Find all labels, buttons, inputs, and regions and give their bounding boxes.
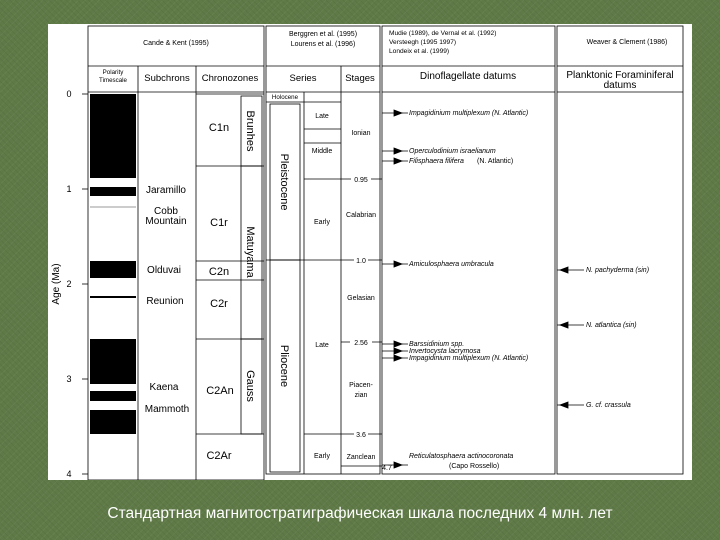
- stage-piacenzian-2: zian: [354, 392, 368, 399]
- col-stages: Stages: [345, 73, 375, 84]
- col-plank-1: Planktonic Foraminiferal: [566, 70, 674, 81]
- series-pleistocene: Pleistocene: [278, 153, 290, 211]
- subseries-late: Late: [315, 342, 329, 349]
- datum-arrow-icon: [394, 355, 402, 361]
- dino-arrows: [382, 110, 408, 468]
- chron-c1n: C1n: [208, 122, 230, 134]
- foram-datum: G. cf. crassula: [586, 402, 631, 409]
- subseries-early: Early: [314, 453, 330, 460]
- foram-arrows: [557, 267, 584, 408]
- epoch-gauss: Gauss: [244, 370, 256, 402]
- header-weaver: Weaver & Clement (1986): [586, 39, 668, 46]
- datum-arrow-icon: [394, 158, 402, 164]
- dino-datum-note: (Capo Rossello): [449, 463, 500, 470]
- header-berggren: Berggren et al. (1995): [288, 31, 358, 38]
- header-londeix: Londeix et al. (1999): [389, 48, 450, 55]
- normal-polarity-bar: [90, 261, 136, 278]
- col-series: Series: [289, 73, 317, 84]
- y-tick-label: 2: [66, 279, 72, 289]
- col-subchrons: Subchrons: [144, 73, 190, 84]
- datum-arrow-icon: [560, 402, 568, 408]
- age-mark: 0.95: [354, 177, 368, 184]
- normal-polarity-bar: [90, 187, 136, 196]
- age-mark: 2.56: [354, 340, 368, 347]
- chron-c2r: C2r: [210, 298, 228, 310]
- subchron-reunion: Reunion: [146, 296, 184, 307]
- datum-arrow-icon: [560, 322, 568, 328]
- stage-ionian: Ionian: [351, 130, 371, 137]
- dino-datum: Amiculosphaera umbracula: [409, 261, 494, 268]
- series-holocene: Holocene: [271, 94, 299, 101]
- header-lourens: Lourens et al. (1996): [290, 41, 356, 48]
- subchron-kaena: Kaena: [149, 382, 179, 393]
- header-versteegh: Versteegh (1995 1997): [389, 39, 457, 46]
- y-axis-title: Age (Ma): [51, 263, 62, 305]
- subchron-mammoth: Mammoth: [144, 404, 190, 415]
- normal-polarity-bar: [90, 94, 136, 178]
- chron-c1r: C1r: [210, 217, 228, 229]
- subchron-cobb: Cobb: [154, 206, 178, 217]
- dino-datum: Operculodinium israelianum: [409, 148, 496, 155]
- subchron-olduvai: Olduvai: [147, 265, 181, 276]
- datum-arrow-icon: [394, 462, 402, 468]
- normal-polarity-bar: [90, 410, 136, 434]
- series-pliocene: Pliocene: [278, 344, 290, 388]
- datum-arrow-icon: [394, 261, 402, 267]
- stage-calabrian: Calabrian: [346, 212, 376, 219]
- chron-c2n: C2n: [208, 266, 230, 278]
- y-tick-label: 3: [66, 374, 72, 384]
- dino-datum: Invertocysta lacrymosa: [409, 348, 481, 355]
- subchron-mountain: Mountain: [145, 216, 187, 227]
- epoch-brunhes: Brunhes: [244, 110, 256, 152]
- dino-datum: Impagidinium multiplexum (N. Atlantic): [409, 355, 529, 362]
- datum-arrow-icon: [560, 267, 568, 273]
- normal-polarity-bar: [90, 391, 136, 401]
- foram-datum: N. pachyderma (sin): [586, 267, 650, 274]
- subseries-early: Early: [314, 219, 330, 226]
- stage-zanclean: Zanclean: [346, 454, 376, 461]
- normal-polarity-bar: [90, 339, 136, 384]
- stage-piacenzian-1: Piacen-: [349, 382, 373, 389]
- y-tick-label: 4: [66, 469, 72, 479]
- foram-datum: N. atlantica (sin): [586, 322, 637, 329]
- dino-datum: Reticulatosphaera actinocoronata: [409, 453, 514, 460]
- dino-datum: Impagidinium multiplexum (N. Atlantic): [409, 110, 529, 117]
- age-mark: 4.7: [382, 465, 392, 472]
- header-mudie: Mudie (1989), de Vernal et al. (1992): [389, 30, 497, 37]
- age-mark: 3.6: [356, 432, 366, 439]
- subchron-jaramillo: Jaramillo: [145, 185, 187, 196]
- col-dino: Dinoflagellate datums: [419, 71, 517, 82]
- age-mark-lines: [341, 179, 382, 466]
- chart-figure: [48, 24, 692, 480]
- polarity-column: [90, 94, 136, 434]
- chron-c2an: C2An: [206, 385, 234, 397]
- slide-caption: Стандартная магнитостратиграфическая шкала последних 4 млн. лет: [107, 505, 613, 522]
- epoch-matuyama: Matuyama: [244, 226, 256, 278]
- stage-gelasian: Gelasian: [347, 295, 375, 302]
- datum-arrow-icon: [394, 341, 402, 347]
- y-axis-ticks: [82, 94, 88, 474]
- col-chronozones: Chronozones: [201, 73, 259, 84]
- col-timescale: Timescale: [99, 77, 127, 84]
- y-tick-label: 0: [66, 89, 72, 99]
- datum-arrow-icon: [394, 148, 402, 154]
- datum-arrow-icon: [394, 348, 402, 354]
- dino-datum: Filisphaera filifera: [409, 158, 464, 165]
- normal-polarity-bar: [90, 296, 136, 298]
- subseries-late: Late: [315, 113, 329, 120]
- datum-arrow-icon: [394, 110, 402, 116]
- dino-datum-note: (N. Atlantic): [477, 158, 514, 165]
- dino-datum: Barssidinium spp.: [409, 341, 465, 348]
- y-tick-label: 1: [66, 184, 72, 194]
- chron-c2ar: C2Ar: [206, 450, 232, 462]
- header-cande: Cande & Kent (1995): [143, 40, 209, 47]
- col-plank-2: datums: [603, 80, 637, 91]
- subseries-middle: Middle: [311, 148, 333, 155]
- col-polarity: Polarity: [102, 69, 124, 76]
- age-mark: 1.0: [356, 258, 366, 265]
